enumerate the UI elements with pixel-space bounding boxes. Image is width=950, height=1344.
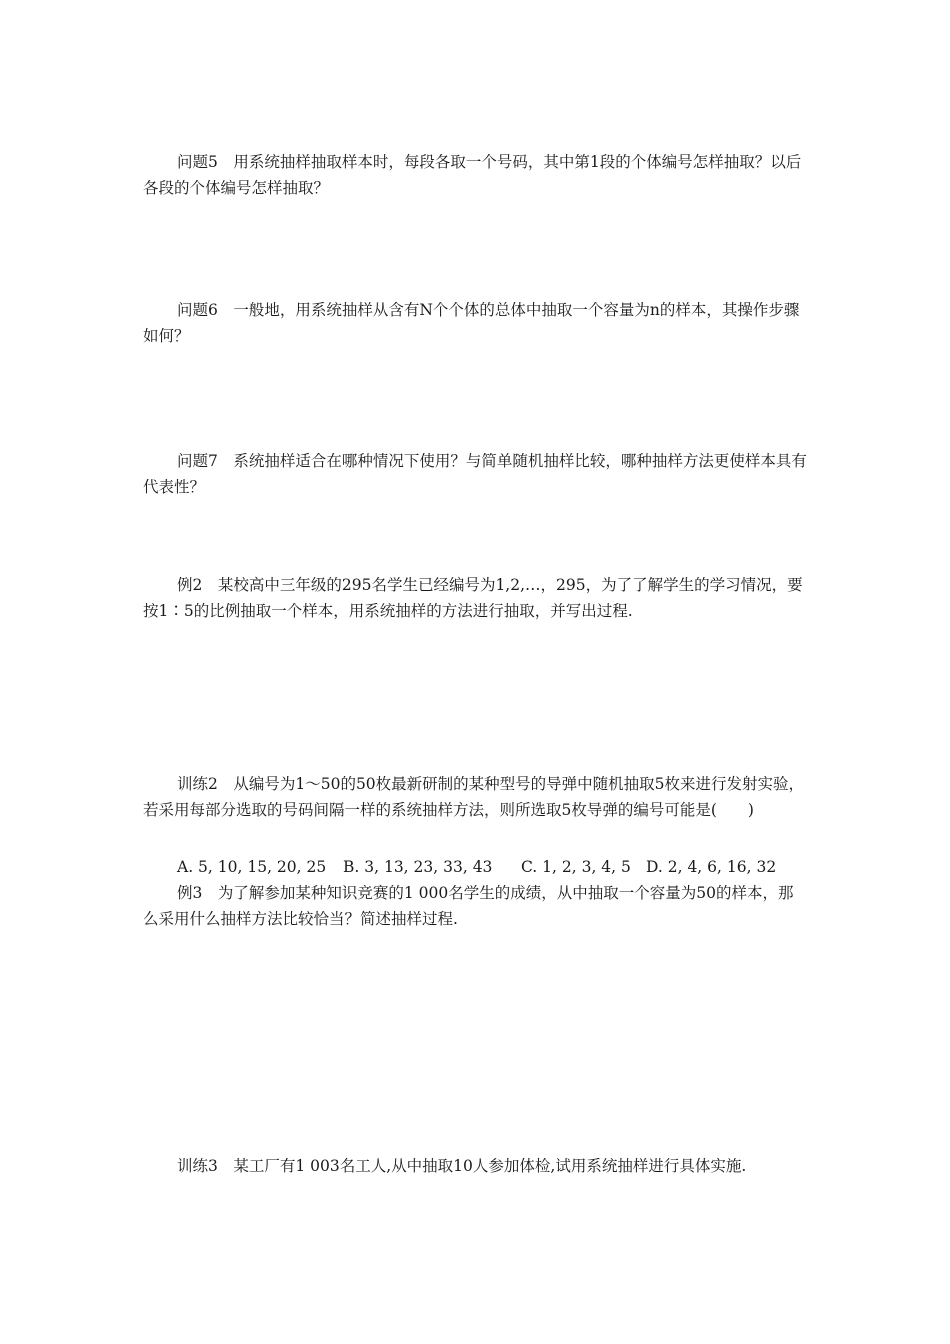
question-5: 问题5 用系统抽样抽取样本时，每段各取一个号码，其中第1段的个体编号怎样抽取？以后各段的个体编号怎样抽取？	[143, 153, 802, 197]
exercise-3: 训练3 某工厂有1 003名工人,从中抽取10人参加体检,试用系统抽样进行具体实施.	[177, 1157, 747, 1175]
option-c: C. 1, 2, 3, 4, 5	[521, 858, 631, 876]
example-3: 例3 为了解参加某种知识竞赛的1 000名学生的成绩，从中抽取一个容量为50的样本，那么采用什么抽样方法比较恰当？简述抽样过程.	[143, 884, 794, 928]
exercise-2-options	[177, 854, 817, 880]
option-d: D. 2, 4, 6, 16, 32	[646, 858, 777, 876]
example-2: 例2 某校高中三年级的295名学生已经编号为1,2,…，295，为了了解学生的学习情况，要按1∶5的比例抽取一个样本，用系统抽样的方法进行抽取，并写出过程.	[143, 576, 803, 620]
option-b: B. 3, 13, 23, 33, 43	[343, 858, 493, 876]
question-6: 问题6 一般地，用系统抽样从含有N个个体的总体中抽取一个容量为n的样本，其操作步骤如何？	[143, 301, 800, 345]
exercise-2: 训练2 从编号为1～50的50枚最新研制的某种型号的导弹中随机抽取5枚来进行发射实验，若采用每部分选取的号码间隔一样的系统抽样方法，则所选取5枚导弹的编号可能是( )	[143, 775, 805, 819]
question-7: 问题7 系统抽样适合在哪种情况下使用？与简单随机抽样比较，哪种抽样方法更使样本具有代表性？	[143, 452, 807, 496]
option-a: A. 5, 10, 15, 20, 25	[177, 858, 327, 876]
